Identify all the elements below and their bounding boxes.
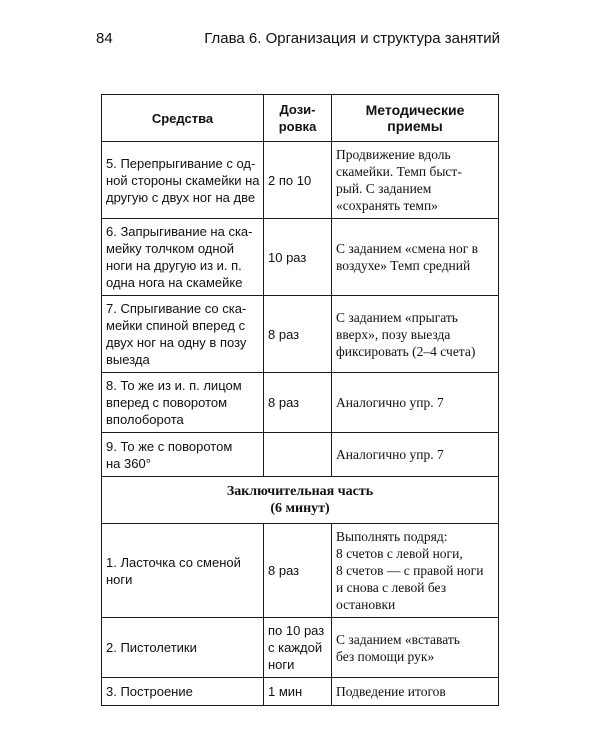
dosage-cell bbox=[264, 142, 332, 219]
text-line: двух ног на одну в позу bbox=[106, 335, 247, 350]
text-line: рый. С заданием bbox=[336, 181, 432, 196]
text-line: вперед с поворотом bbox=[106, 395, 228, 410]
header-methods bbox=[332, 95, 499, 142]
text-line: ноги на другую из и. п. bbox=[106, 258, 242, 273]
means-cell bbox=[102, 678, 264, 706]
text-line: 1 мин bbox=[268, 684, 303, 699]
text-line: вверх», позу выезда bbox=[336, 326, 451, 342]
text-line: ноги bbox=[106, 571, 133, 587]
text-line: ноги bbox=[268, 657, 295, 672]
methods-cell bbox=[332, 296, 499, 373]
means-cell bbox=[102, 524, 264, 618]
text-line: другую с двух ног на две bbox=[106, 189, 256, 205]
text-line: 5. Перепрыгивание с од- bbox=[106, 155, 256, 171]
dosage-cell bbox=[264, 524, 332, 618]
table-row bbox=[102, 142, 499, 219]
text-line: 2. Пистолетики bbox=[106, 640, 197, 655]
text-line: 8 счетов — с правой ноги bbox=[336, 563, 484, 578]
table-row bbox=[102, 296, 499, 373]
text-line: 8 раз bbox=[268, 563, 300, 578]
dosage-cell bbox=[264, 373, 332, 433]
text-line: по 10 раз bbox=[268, 623, 325, 638]
table-row bbox=[102, 373, 499, 433]
text-line: Аналогично упр. 7 bbox=[336, 395, 444, 410]
methods-cell bbox=[332, 524, 499, 618]
header-dosage-line: Дози- bbox=[279, 102, 316, 117]
text-line: одна нога на скамейке bbox=[106, 275, 243, 290]
means-cell bbox=[102, 373, 264, 433]
section-title-line: (6 минут) bbox=[270, 501, 330, 516]
header-methods-line: приемы bbox=[387, 118, 443, 134]
methods-cell bbox=[332, 678, 499, 706]
text-line: выезда bbox=[106, 352, 150, 367]
text-line: 8. То же из и. п. лицом bbox=[106, 378, 242, 393]
text-line: 2 по 10 bbox=[268, 172, 312, 188]
section-title bbox=[102, 477, 499, 524]
table-row bbox=[102, 219, 499, 296]
text-line: на 360° bbox=[106, 455, 151, 471]
text-line: мейку толчком одной bbox=[106, 241, 235, 256]
exercise-table bbox=[101, 94, 499, 706]
dosage-cell bbox=[264, 219, 332, 296]
header-means-text: Средства bbox=[151, 110, 214, 126]
running-head: Глава 6. Организация и структура занятий bbox=[204, 30, 500, 47]
text-line: «сохранять темп» bbox=[336, 198, 438, 213]
text-line: и снова с левой без bbox=[336, 580, 447, 595]
means-cell bbox=[102, 219, 264, 296]
text-line: С заданием «вставать bbox=[336, 631, 460, 647]
dosage-cell bbox=[264, 296, 332, 373]
header-dosage bbox=[264, 95, 332, 142]
dosage-cell bbox=[264, 618, 332, 678]
text-line: 8 счетов с левой ноги, bbox=[336, 546, 463, 561]
table-row bbox=[102, 618, 499, 678]
dosage-cell bbox=[264, 678, 332, 706]
table-row bbox=[102, 433, 499, 477]
text-line: С заданием «прыгать bbox=[336, 309, 458, 325]
text-line: остановки bbox=[336, 597, 396, 612]
text-line: Продвижение вдоль bbox=[336, 147, 451, 162]
text-line: Аналогично упр. 7 bbox=[336, 447, 444, 462]
text-line: воздухе» Темп средний bbox=[336, 258, 471, 273]
methods-cell bbox=[332, 219, 499, 296]
header-methods-line: Методические bbox=[365, 102, 465, 118]
header-dosage-line: ровка bbox=[278, 119, 317, 134]
text-line: Подведение итогов bbox=[336, 684, 446, 699]
methods-cell bbox=[332, 142, 499, 219]
means-cell bbox=[102, 433, 264, 477]
text-line: 6. Запрыгивание на ска- bbox=[106, 224, 253, 239]
methods-cell bbox=[332, 433, 499, 477]
text-line: 7. Спрыгивание со ска- bbox=[106, 301, 247, 316]
text-line: ной стороны скамейки на bbox=[106, 172, 260, 188]
text-line: скамейки. Темп быст- bbox=[336, 164, 462, 179]
text-line: Выполнять подряд: bbox=[336, 529, 448, 544]
page-number: 84 bbox=[96, 30, 113, 47]
table-row bbox=[102, 678, 499, 706]
means-cell bbox=[102, 618, 264, 678]
methods-cell bbox=[332, 618, 499, 678]
table-row bbox=[102, 524, 499, 618]
text-line: 9. То же с поворотом bbox=[106, 438, 233, 454]
means-cell bbox=[102, 142, 264, 219]
text-line: без помощи рук» bbox=[336, 648, 435, 664]
dosage-cell bbox=[264, 433, 332, 477]
means-cell bbox=[102, 296, 264, 373]
text-line: 8 раз bbox=[268, 395, 300, 410]
text-line: вполоборота bbox=[106, 412, 184, 427]
text-line: 8 раз bbox=[268, 326, 300, 342]
text-line: 10 раз bbox=[268, 249, 307, 265]
table-header-row bbox=[102, 95, 499, 142]
section-header-row bbox=[102, 477, 499, 524]
methods-cell bbox=[332, 373, 499, 433]
text-line: С заданием «смена ног в bbox=[336, 241, 479, 256]
section-title-line: Заключительная часть bbox=[226, 484, 374, 499]
header-means bbox=[102, 95, 264, 142]
text-line: фиксировать (2–4 счета) bbox=[336, 343, 476, 359]
text-line: с каждой bbox=[268, 640, 323, 655]
text-line: 3. Построение bbox=[106, 684, 193, 699]
text-line: мейки спиной вперед с bbox=[106, 318, 246, 333]
text-line: 1. Ласточка со сменой bbox=[106, 554, 241, 570]
